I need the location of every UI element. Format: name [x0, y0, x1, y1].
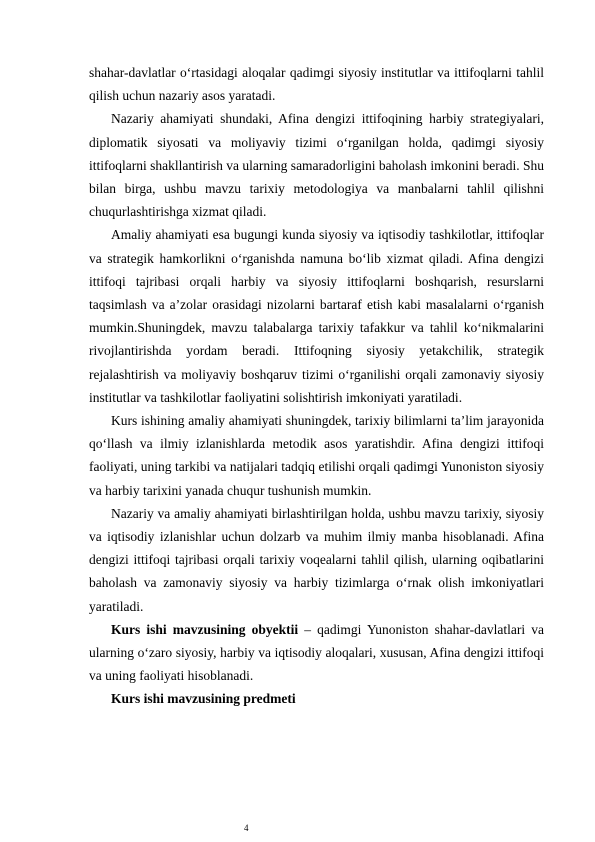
page-number: 4: [244, 823, 249, 833]
research-subject-heading: Kurs ishi mavzusining predmeti: [111, 691, 296, 707]
paragraph-combined-significance: Nazariy va amaliy ahamiyati birlashtirilgan holda, ushbu mavzu tarixiy, siyosiy va iqtisodiy izlanishlar uchun dolzarb va muhim ilmiy manba hisoblanadi. Afina dengizi ittifoqi tajribasi orqali tarixiy voqealarni tahlil qilish, ularning oqibatlarini baholash va zamonaviy siyosiy va harbiy tizimlarga o‘rnak olish imkoniyatlari yaratiladi.: [89, 505, 544, 614]
document-page: [89, 61, 544, 711]
research-object-heading: Kurs ishi mavzusining obyektii: [111, 621, 299, 637]
paragraph-theoretical-significance: Nazariy ahamiyati shundaki, Afina dengizi ittifoqining harbiy strategiyalari, diplomatik siyosati va moliyaviy tizimi o‘rganilgan holda, qadimgi siyosiy ittifoqlarni shakllantirish va ularning samaradorligini baholash imkonini beradi. Shu bilan birga, ushbu mavzu tarixiy metodologiya va manbalarni tahlil qilishni chuqurlashtirishga xizmat qiladi.: [89, 111, 544, 220]
paragraph-intro-continuation: shahar-davlatlar o‘rtasidagi aloqalar qadimgi siyosiy institutlar va ittifoqlarni tahlil qilish uchun nazariy asos yaratadi.: [89, 65, 544, 104]
paragraph-practical-significance: Amaliy ahamiyati esa bugungi kunda siyosiy va iqtisodiy tashkilotlar, ittifoqlar va strategik hamkorlikni o‘rganishda namuna bo‘lib xizmat qiladi. Afina dengizi ittifoqi tajribasi orqali harbiy va siyosiy ittifoqlarni boshqarish, resurslarni taqsimlash va a’zolar orasidagi nizolarni bartaraf etish kabi masalalarni o‘rganish mumkin.Shuningdek, mavzu talabalarga tarixiy tafakkur va tahlil ko‘nikmalarini rivojlantirishda yordam beradi. Ittifoqning siyosiy yetakchilik, strategik rejalashtirish va moliyaviy boshqaruv tizimi o‘rganilishi orqali zamonaviy siyosiy institutlar va tashkilotlar faoliyatini solishtirish imkoniyati yaratiladi.: [89, 227, 544, 405]
paragraph-research-object: [89, 618, 544, 688]
paragraph-course-practical-value: Kurs ishining amaliy ahamiyati shuningdek, tarixiy bilimlarni ta’lim jarayonida qo‘llash va ilmiy izlanishlarda metodik asos yaratishdir. Afina dengizi ittifoqi faoliyati, uning tarkibi va natijalari tadqiq etilishi orqali qadimgi Yunoniston siyosiy va harbiy tarixini yanada chuqur tushunish mumkin.: [89, 413, 544, 498]
research-object-text: – qadimgi Yunoniston shahar-davlatlari va ularning o‘zaro siyosiy, harbiy va iqtisodiy aloqalari, xususan, Afina dengizi ittifoqi va uning faoliyati hisoblanadi.: [89, 621, 544, 684]
